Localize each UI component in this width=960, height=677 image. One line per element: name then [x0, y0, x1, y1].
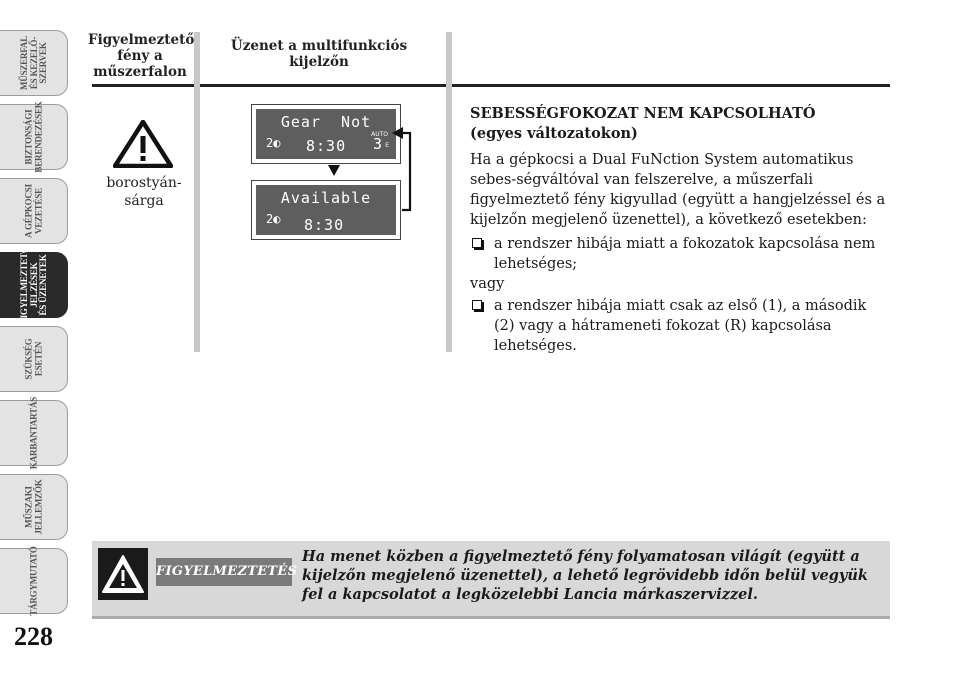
warning-label: FIGYELMEZTETÉS — [156, 558, 292, 586]
bullet-box-icon — [472, 300, 482, 310]
header-rule — [92, 84, 890, 87]
warning-triangle-icon — [113, 120, 173, 168]
column-header-display-message: Üzenet a multifunkciós kijelzőn — [230, 38, 408, 70]
column-header-warning-light: Figyelmeztető fény a műszerfalon — [88, 32, 195, 80]
warning-triangle-icon — [98, 548, 148, 600]
or-text: vagy — [470, 276, 505, 292]
warning-text: Ha menet közben a figyelmeztető fény folyamatosan világít (együtt a kijelzőn megjelenő üzenettel), a lehető legrövidebb időn belül vegyük fel a kapcsolatot a legközelebbi Lancia márkaszervizzel. — [302, 548, 868, 603]
intro-paragraph: Ha a gépkocsi a Dual FuNction System automatikus sebes-ségváltóval van felszerelve, a műszerfali figyelmeztető fény kigyullad (együtt a hangjelzéssel és a kijelzőn megjelenő üzenettel), a következő esetekben: — [470, 152, 886, 228]
column-divider-2 — [446, 32, 452, 352]
warning-symbol — [98, 548, 148, 600]
warning-light-color: borostyán- sárga — [106, 175, 182, 209]
tab-driving[interactable]: A GÉPKOCSI VEZETÉSE — [0, 178, 68, 244]
tab-warnings[interactable]: FIGYELMEZTETŐ JELZÉSEK ÉS ÜZENETEK — [0, 252, 68, 318]
tab-specs[interactable]: MŰSZAKI JELLEMZŐK — [0, 474, 68, 540]
display-cycle-arrows — [300, 120, 415, 220]
arrow-left-icon — [392, 127, 403, 139]
display1-clock: 8:30 — [306, 137, 347, 155]
display2-clock: 8:30 — [304, 216, 345, 234]
page-number: 228 — [14, 622, 53, 651]
display2-text: Available — [280, 189, 372, 207]
display2-gear-indicator: 2◐ — [266, 212, 281, 226]
list-item: a rendszer hibája miatt csak az első (1), a második (2) vagy a hátrameneti fokozat (R) kapcsolása lehetséges. — [470, 296, 890, 356]
tab-dashboard[interactable]: MŰSZERFAL ÉS KEZELŐ- SZERVEK — [0, 30, 68, 96]
display1-gear-indicator: 2◐ — [266, 136, 281, 150]
bullet-box-icon — [472, 238, 482, 248]
tab-maintenance[interactable]: KARBANTARTÁS — [0, 400, 68, 466]
tab-emergency[interactable]: SZÜKSÉG ESETÉN — [0, 326, 68, 392]
tab-safety[interactable]: BIZTONSÁGI BERENDEZÉSEK — [0, 104, 68, 170]
tab-index[interactable]: TÁRGYMUTATÓ — [0, 548, 68, 614]
list-item: a rendszer hibája miatt a fokozatok kapcsolása nem lehetséges; — [470, 234, 890, 274]
arrow-down-icon — [328, 165, 340, 176]
display1-unit: E — [385, 142, 389, 149]
display1-gear-number: 3 — [372, 135, 382, 153]
display1-auto: AUTO — [371, 131, 388, 138]
section-heading: SEBESSÉGFOKOZAT NEM KAPCSOLHATÓ (egyes változatokon) — [470, 105, 816, 142]
column-divider-1 — [194, 32, 200, 352]
display1-text: Gear Not — [280, 113, 372, 131]
